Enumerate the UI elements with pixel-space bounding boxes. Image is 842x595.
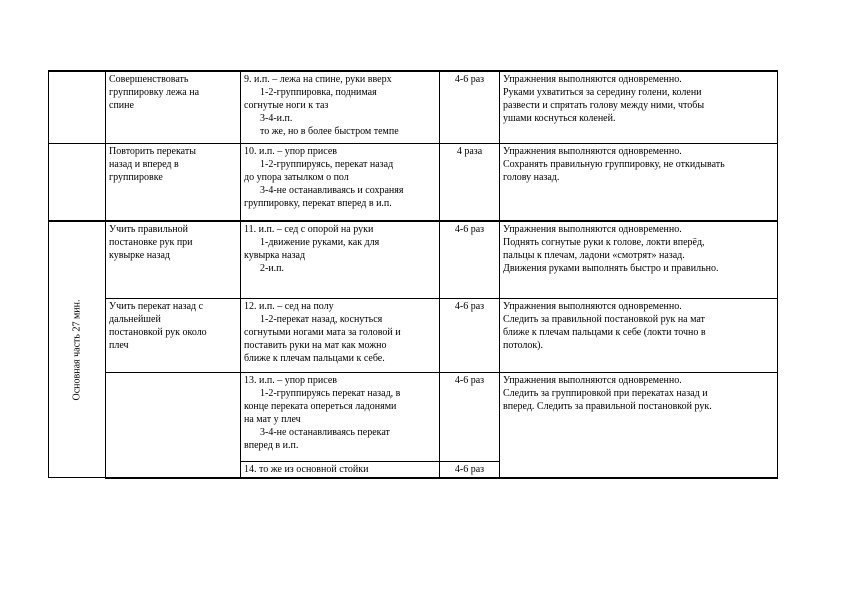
- table-row: [49, 221, 778, 298]
- dosage-cell: 4 раза: [440, 143, 500, 221]
- table-row: [49, 71, 778, 143]
- table-row: [49, 143, 778, 221]
- section-label: Основная часть 27 мин.: [71, 299, 83, 400]
- notes-cell: Упражнения выполняются одновременно. Сохранять правильную группировку, не откидывать голову назад.: [500, 143, 778, 221]
- exercise-cell: 11. и.п. – сед с опорой на руки 1-движение руками, как для кувырка назад 2-и.п.: [241, 221, 440, 298]
- exercise-13: 13. и.п. – упор присев 1-2-группируясь перекат назад, в конце переката опереться ладонями на мат у плеч 3-4-не останавливаясь перекат вперед в и.п.: [244, 374, 401, 451]
- task-cell: Учить перекат назад с дальнейшей постановкой рук около плеч: [106, 298, 241, 372]
- exercise-14: 14. то же из основной стойки: [241, 461, 439, 477]
- table-row: [49, 372, 778, 478]
- notes-cell: Упражнения выполняются одновременно. Руками ухватиться за середину голени, колени развести и спрятать голову между ними, чтобы ушами коснуться коленей.: [500, 71, 778, 143]
- notes-cell: Упражнения выполняются одновременно. Следить за группировкой при перекатах назад и вперед. Следить за правильной постановкой рук.: [500, 372, 778, 478]
- section-cell: [49, 221, 106, 478]
- exercise-cell: [241, 372, 440, 478]
- dosage-cell: 4-6 раз: [440, 221, 500, 298]
- task-cell: Учить правильной постановке рук при кувырке назад: [106, 221, 241, 298]
- task-cell: Совершенствовать группировку лежа на спине: [106, 71, 241, 143]
- section-cell-empty: [49, 71, 106, 143]
- notes-cell: Упражнения выполняются одновременно. Следить за правильной постановкой рук на мат ближе к плечам пальцами к себе (локти точно в потолок).: [500, 298, 778, 372]
- lesson-plan-table: [48, 70, 778, 479]
- notes-cell: Упражнения выполняются одновременно. Поднять согнутые руки к голове, локти вперёд, пальцы к плечам, ладони «смотрят» назад. Движения руками выполнять быстро и правильно.: [500, 221, 778, 298]
- dosage-cell: 4-6 раз: [440, 298, 500, 372]
- table-row: [49, 298, 778, 372]
- exercise-cell: 9. и.п. – лежа на спине, руки вверх 1-2-группировка, поднимая согнутые ноги к тaз 3-4-и.п. то же, но в более быстром темпе: [241, 71, 440, 143]
- exercise-cell: 10. и.п. – упор присев 1-2-группируясь, перекат назад до упора затылком о пол 3-4-не останавливаясь и сохраняя группировку, перекат вперед в и.п.: [241, 143, 440, 221]
- dosage-cell: 4-6 раз: [440, 71, 500, 143]
- task-cell: Повторить перекаты назад и вперед в группировке: [106, 143, 241, 221]
- section-cell-empty: [49, 143, 106, 221]
- task-cell-empty: [106, 372, 241, 478]
- dosage-cell: 4-6 раз 4-6 раз: [440, 372, 500, 478]
- exercise-cell: 12. и.п. – сед на полу 1-2-перекат назад, коснуться согнутыми ногами мата за головой и поставить руки на мат как можно ближе к плечам пальцами к себе.: [241, 298, 440, 372]
